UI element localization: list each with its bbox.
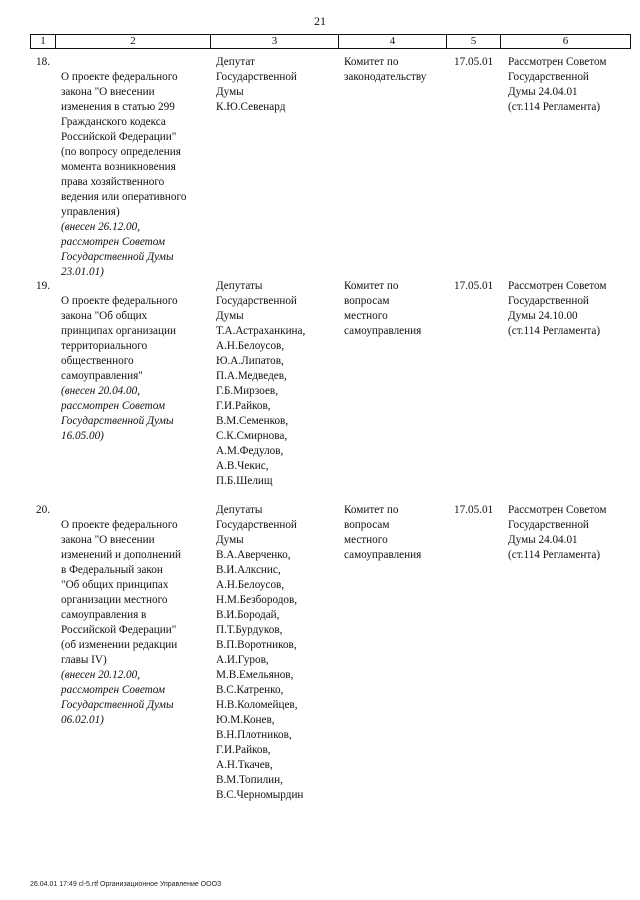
bill-introduced-note: (внесен 20.12.00, рассмотрен Советом Государственной Думы 06.02.01) bbox=[61, 669, 174, 726]
column-header-5: 5 bbox=[447, 35, 501, 49]
page-number: 21 bbox=[314, 14, 326, 28]
column-header-6: 6 bbox=[501, 35, 631, 49]
bill-title-cell bbox=[61, 503, 239, 743]
bill-title-cell bbox=[61, 55, 239, 295]
row-number: 19. bbox=[36, 280, 50, 292]
column-header-3: 3 bbox=[211, 35, 339, 49]
council-status: Рассмотрен Советом Государственной Думы 24.04.01 (ст.114 Регламента) bbox=[508, 56, 607, 113]
row-number: 20. bbox=[36, 504, 50, 516]
bill-title-cell bbox=[61, 279, 239, 459]
consideration-date: 17.05.01 bbox=[454, 280, 494, 292]
bill-title: О проекте федерального закона "О внесении изменения в статью 299 Гражданского кодекса Российской Федерации" (по вопросу определения момента возникновения права хозяйственного ведения или оперативного управления) bbox=[61, 71, 187, 218]
column-header-1: 1 bbox=[31, 35, 56, 49]
bill-introduced-note: (внесен 20.04.00, рассмотрен Советом Государственной Думы 16.05.00) bbox=[61, 385, 174, 442]
column-header-4: 4 bbox=[339, 35, 447, 49]
bill-authors: Депутаты Государственной Думы Т.А.Астраханкина, А.Н.Белоусов, Ю.А.Липатов, П.А.Медведев, Г.Б.Мирзоев, Г.И.Райков, В.М.Семенков, С.К.Смирнова, А.М.Федулов, А.В.Чекис, П.Б.Шелищ bbox=[216, 280, 306, 487]
document-footer: 26.04.01 17:49 cl-5.rtf Организационное Управление ОООЗ bbox=[30, 881, 222, 888]
consideration-date: 17.05.01 bbox=[454, 56, 494, 68]
council-status: Рассмотрен Советом Государственной Думы 24.10.00 (ст.114 Регламента) bbox=[508, 280, 607, 337]
consideration-date: 17.05.01 bbox=[454, 504, 494, 516]
row-number: 18. bbox=[36, 56, 50, 68]
responsible-committee: Комитет по законодательству bbox=[344, 56, 427, 83]
bill-introduced-note: (внесен 26.12.00, рассмотрен Советом Государственной Думы 23.01.01) bbox=[61, 221, 174, 278]
council-status: Рассмотрен Советом Государственной Думы 24.04.01 (ст.114 Регламента) bbox=[508, 504, 607, 561]
column-number-header bbox=[30, 34, 631, 49]
responsible-committee: Комитет по вопросам местного самоуправления bbox=[344, 504, 422, 561]
bill-authors: Депутаты Государственной Думы В.А.Аверченко, В.И.Алкснис, А.Н.Белоусов, Н.М.Безбородов, В.И.Бородай, П.Т.Бурдуков, В.П.Воротников, А.И.Гуров, М.В.Емельянов, В.С.Катренко, Н.В.Коломейцев, Ю.М.Конев, В.Н.Плотников, Г.И.Райков, А.Н.Ткачев, В.М.Топилин, В.С.Черномырдин bbox=[216, 504, 304, 801]
bill-title: О проекте федерального закона "Об общих принципах организации территориального общественного самоуправления" bbox=[61, 295, 178, 382]
responsible-committee: Комитет по вопросам местного самоуправления bbox=[344, 280, 422, 337]
bill-authors: Депутат Государственной Думы К.Ю.Севенард bbox=[216, 56, 297, 113]
bill-title: О проекте федерального закона "О внесении изменений и дополнений в Федеральный закон "Об общих принципах организации местного самоуправления в Российской Федерации" (об изменении редакции главы IV) bbox=[61, 519, 182, 666]
column-header-2: 2 bbox=[56, 35, 211, 49]
